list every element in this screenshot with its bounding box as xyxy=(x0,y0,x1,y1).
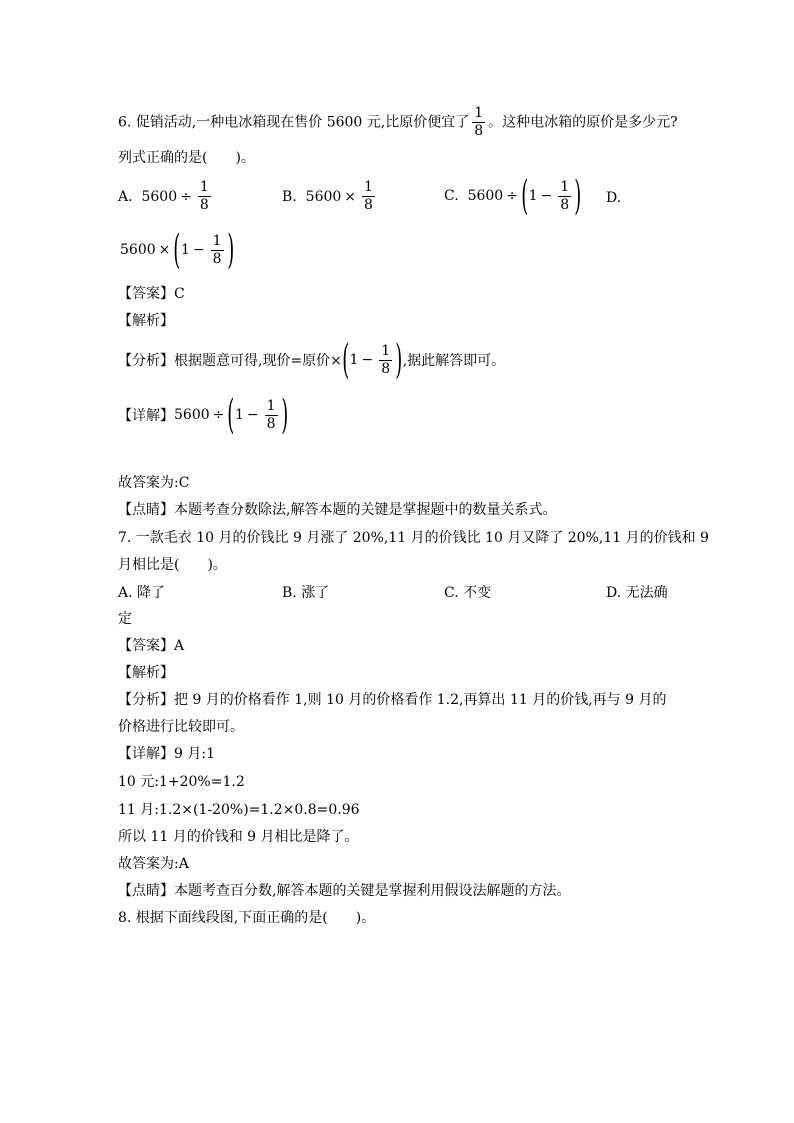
q6-dianjing: 【点睛】本题考查分数除法,解答本题的关键是掌握题中的数量关系式。 xyxy=(118,502,557,518)
q6-detail: 【详解】 5600 ÷ ( 1 − $\frac{1}{8}$ ) xyxy=(118,392,288,438)
q8-stem: 8. 根据下面线段图,下面正确的是( )。 xyxy=(118,910,376,926)
q6-option-c: C. 5600 ÷ ( 1 − $\frac{1}{8}$ ) xyxy=(444,173,582,219)
q6-option-d-label: D. xyxy=(606,190,622,206)
q6-stem-line2: 列式正确的是( )。 xyxy=(118,150,255,166)
q7-stem-line2: 月相比是( )。 xyxy=(118,557,227,573)
q6-option-a: A. 5600 ÷ $\frac{1}{8}$ xyxy=(118,179,209,213)
q7-detail-line4: 所以 11 月的价钱和 9 月相比是降了。 xyxy=(118,829,359,845)
q7-final: 故答案为:A xyxy=(118,856,189,872)
q7-option-d: D. 无法确 xyxy=(606,585,668,601)
q6-jiexi: 【解析】 xyxy=(118,313,174,329)
q7-jiexi: 【解析】 xyxy=(118,665,174,681)
q7-option-b: B. 涨了 xyxy=(282,585,330,601)
q7-detail-line1: 【详解】9 月:1 xyxy=(118,746,215,762)
q7-stem-line1: 7. 一款毛衣 10 月的价钱比 9 月涨了 20%,11 月的价钱比 10 月又降了 20%,11 月的价钱和 9 xyxy=(118,530,709,546)
q7-option-d-cont: 定 xyxy=(118,611,132,627)
q7-detail-line3: 11 月:1.2×(1-20%)=1.2×0.8=0.96 xyxy=(118,802,360,818)
q7-analysis-line2: 价格进行比较即可。 xyxy=(118,719,244,735)
q7-dianjing: 【点睛】本题考查百分数,解答本题的关键是掌握利用假设法解题的方法。 xyxy=(118,883,571,899)
q6-fraction: $\frac{1}{8}$ xyxy=(474,105,484,139)
q7-detail-line2: 10 元:1+20%=1.2 xyxy=(118,774,245,790)
q6-option-d-expr: 5600 × ( 1 − $\frac{1}{8}$ ) xyxy=(120,227,234,273)
q6-stem xyxy=(118,106,678,139)
q6-final: 故答案为:C xyxy=(118,475,190,491)
q7-answer: 【答案】A xyxy=(118,638,185,654)
q6-stem-prefix: 6. 促销活动,一种电冰箱现在售价 5600 元,比原价便宜了 xyxy=(118,114,470,131)
q6-analysis: 【分析】根据题意可得,现价=原价× ( 1 − $\frac{1}{8}$ ) ,据此解答即可。 xyxy=(118,337,506,383)
q7-option-a: A. 降了 xyxy=(118,585,166,601)
q6-answer: 【答案】C xyxy=(118,286,185,302)
q7-analysis-line1: 【分析】把 9 月的价格看作 1,则 10 月的价格看作 1.2,再算出 11 月的价钱,再与 9 月的 xyxy=(118,692,667,708)
q6-option-b: B. 5600 × $\frac{1}{8}$ xyxy=(282,179,373,213)
q6-stem-suffix: 。这种电冰箱的原价是多少元? xyxy=(488,114,678,131)
q7-option-c: C. 不变 xyxy=(444,585,492,601)
